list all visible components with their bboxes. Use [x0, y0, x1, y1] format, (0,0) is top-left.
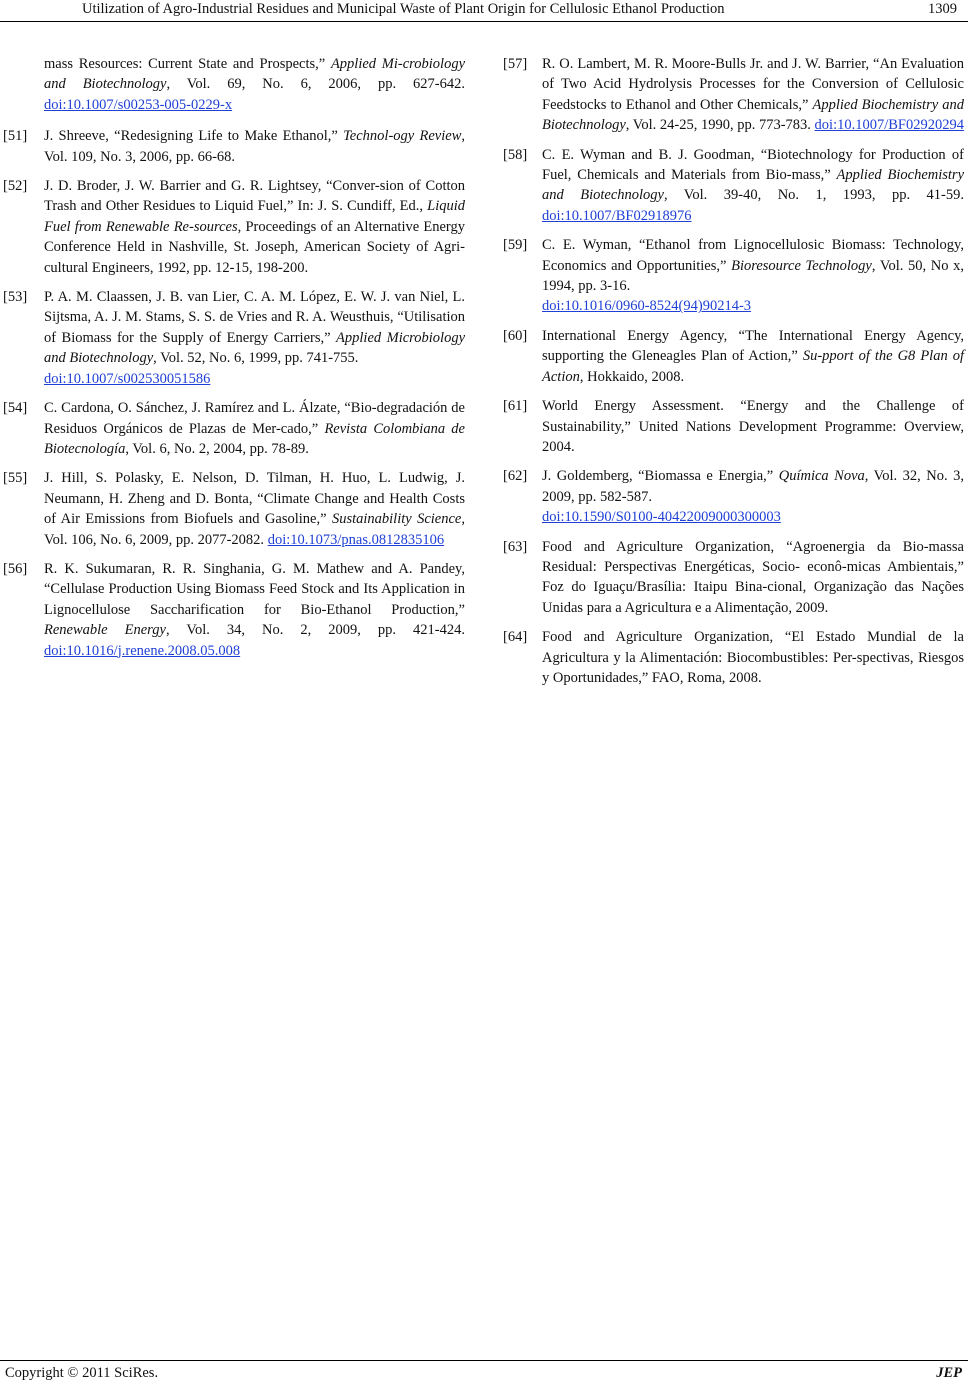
reference-number: [53] — [3, 289, 28, 306]
reference-continuation: mass Resources: Current State and Prospects,” Applied Mi-crobiology and Biotechnology, Vol. 69, No. 6, 2006, pp. 627-642. doi:10.1007/s00253-005-0229-x — [44, 56, 466, 113]
running-title: Utilization of Agro-Industrial Residues and Municipal Waste of Plant Origin for Cellulosic Ethanol Production — [82, 1, 725, 17]
doi-link[interactable]: doi:10.1007/s00253-005-0229-x — [44, 96, 233, 113]
doi-link[interactable]: doi:10.1590/S0100-40422009000300003 — [542, 509, 781, 526]
reference-item: [52] J. D. Broder, J. W. Barrier and G. R. Lightsey, “Conver-sion of Cotton Trash and Other Residues to Liquid Fuel,” In: J. S. Cundiff, Ed., Liquid Fuel from Renewable Re-sources, Proceedings of an Alternative Energy Conference Held in Nashville, St. Joseph, American Society of Agri-cultural Engineers, 1992, pp. 12-15, 198-200. — [3, 178, 465, 276]
copyright-notice: Copyright © 2011 SciRes. — [5, 1365, 159, 1381]
reference-number: [55] — [3, 470, 28, 487]
reference-number: [64] — [503, 629, 528, 646]
doi-link[interactable]: doi:10.1016/j.renene.2008.05.008 — [44, 642, 241, 659]
reference-item: [57] R. O. Lambert, M. R. Moore-Bulls Jr. and J. W. Barrier, “An Evaluation of Two Acid Hydrolysis Processes for the Conversion of Cellulosic Feedstocks to Ethanol and Other Chemicals,” Applied Biochemistry and Biotechnology, Vol. 24-25, 1990, pp. 773-783. doi:10.1007/BF02920294 — [503, 56, 964, 134]
doi-link[interactable]: doi:10.1007/BF02920294 — [814, 117, 964, 134]
page-number: 1309 — [928, 1, 957, 17]
reference-number: [57] — [503, 56, 528, 72]
reference-number: [58] — [503, 146, 528, 163]
reference-item: [54] C. Cardona, O. Sánchez, J. Ramírez and L. Álzate, “Bio-degradación de Residuos Orgánicos de Plazas de Mer-cado,” Revista Colombiana de Biotecnología, Vol. 6, No. 2, 2004, pp. 78-89. — [3, 400, 465, 457]
reference-item: [60] International Energy Agency, “The International Energy Agency, supporting the Gleneagles Plan of Action,” Su-pport of the G8 Plan of Action, Hokkaido, 2008. — [503, 327, 964, 385]
reference-number: [61] — [503, 398, 528, 415]
reference-item: [62] J. Goldemberg, “Biomassa e Energia,” Química Nova, Vol. 32, No. 3, 2009, pp. 582-587. doi:10.1590/S0100-40422009000300003 — [503, 468, 964, 526]
reference-number: [56] — [3, 560, 28, 577]
reference-column-left — [5, 54, 465, 670]
reference-item: [51] J. Shreeve, “Redesigning Life to Make Ethanol,” Technol-ogy Review, Vol. 109, No. 3, 2006, pp. 66-68. — [3, 128, 465, 165]
reference-column-right — [503, 54, 964, 697]
reference-number: [63] — [503, 538, 528, 555]
reference-item: [55] J. Hill, S. Polasky, E. Nelson, D. Tilman, H. Huo, L. Ludwig, J. Neumann, H. Zheng and D. Bonta, “Climate Change and Health Costs of Air Emissions from Biofuels and Gasoline,” Sustainability Science, Vol. 106, No. 6, 2009, pp. 2077-2082. doi:10.1073/pnas.0812835106 — [3, 470, 465, 548]
reference-number: [52] — [3, 178, 28, 195]
page-footer — [0, 1360, 968, 1386]
reference-item: [64] Food and Agriculture Organization, “El Estado Mundial de la Agricultura y la Alimentación: Biocombustibles: Per-spectivas, Riesgos y Oportunidades,” FAO, Roma, 2008. — [503, 629, 964, 686]
reference-number: [59] — [503, 237, 528, 254]
reference-item: [59] C. E. Wyman, “Ethanol from Lignocellulosic Biomass: Technology, Economics and Opportunities,” Bioresource Technology, Vol. 50, No x, 1994, pp. 3-16. doi:10.1016/0960-8524(94)90214-3 — [503, 237, 965, 315]
doi-link[interactable]: doi:10.1007/s002530051586 — [44, 370, 211, 387]
reference-item: [53] P. A. M. Claassen, J. B. van Lier, C. A. M. López, E. W. J. van Niel, L. Sijtsma, A. J. M. Stams, S. S. de Vries and R. A. Weusthuis, “Utilisation of Biomass for the Supply of Energy Carriers,” Applied Microbiology and Biotechnology, Vol. 52, No. 6, 1999, pp. 741-755. doi:10.1007/s002530051586 — [3, 289, 465, 387]
journal-abbreviation: JEP — [936, 1365, 962, 1381]
reference-item: [58] C. E. Wyman and B. J. Goodman, “Biotechnology for Production of Fuel, Chemicals and Materials from Bio-mass,” Applied Biochemistry and Biotechnology, Vol. 39-40, No. 1, 1993, pp. 41-59. doi:10.1007/BF02918976 — [503, 146, 965, 224]
reference-number: [60] — [503, 327, 528, 344]
reference-item: [61] World Energy Assessment. “Energy and the Challenge of Sustainability,” United Nations Development Programme: Overview, 2004. — [503, 398, 964, 455]
reference-item: [63] Food and Agriculture Organization, “Agroenergia da Bio-massa Residual: Perspectivas Energéticas, Socio- econô-micas Ambientais,” Foz do Iguaçu/Brasília: Itaipu Bina-cional, Organização das Nações Unidas para a Agricultura e a Alimentação, 2009. — [503, 538, 964, 616]
doi-link[interactable]: doi:10.1016/0960-8524(94)90214-3 — [542, 298, 752, 315]
reference-item: [56] R. K. Sukumaran, R. R. Singhania, G. M. Mathew and A. Pandey, “Cellulase Production Using Biomass Feed Stock and Its Application in Lignocellulose Saccharification for Bio-Ethanol Production,” Renewable Energy, Vol. 34, No. 2, 2009, pp. 421-424. doi:10.1016/j.renene.2008.05.008 — [3, 560, 465, 659]
reference-number: [62] — [503, 468, 528, 485]
reference-number: [51] — [3, 128, 28, 145]
running-header — [0, 0, 968, 22]
doi-link[interactable]: doi:10.1073/pnas.0812835106 — [267, 531, 445, 548]
doi-link[interactable]: doi:10.1007/BF02918976 — [542, 207, 692, 224]
reference-number: [54] — [3, 400, 28, 417]
